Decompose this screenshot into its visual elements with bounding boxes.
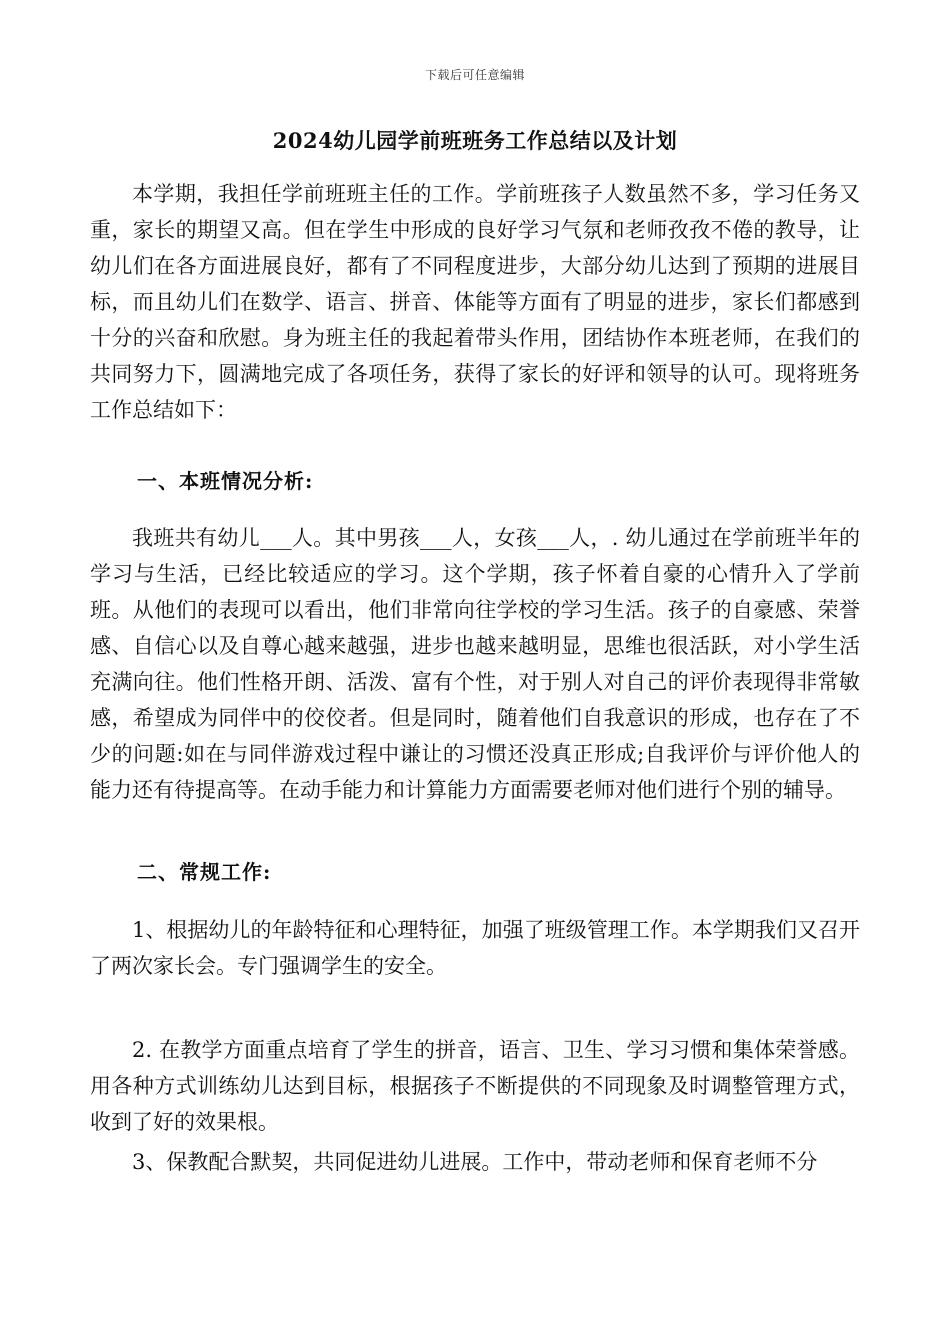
header-note: 下载后可任意编辑 (424, 68, 525, 82)
routine-item-1: 1、根据幼儿的年龄特征和心理特征，加强了班级管理工作。本学期我们又召开了两次家长会。专门强调学生的安全。 (90, 918, 860, 978)
intro-paragraph: 本学期，我担任学前班班主任的工作。学前班孩子人数虽然不多，学习任务又重，家长的期望又高。但在学生中形成的良好学习气氛和老师孜孜不倦的教导，让幼儿们在各方面进展良好，都有了不同程度进步，大部分幼儿达到了预期的进展目标，而且幼儿们在数学、语言、拼音、体能等方面有了明显的进步，家长们都感到十分的兴奋和欣慰。身为班主任的我起着带头作用，团结协作本班老师，在我们的共同努力下，圆满地完成了各项任务，获得了家长的好评和领导的认可。现将班务工作总结如下： (90, 182, 860, 422)
routine-item-3: 3、保教配合默契，共同促进幼儿进展。工作中，带动老师和保育老师不分 (132, 1150, 818, 1174)
section-heading-routine-work: 二、常规工作: (137, 860, 272, 884)
routine-item-2: 2. 在教学方面重点培育了学生的拼音，语言、卫生、学习习惯和集体荣誉感。用各种方式训练幼儿达到目标，根据孩子不断提供的不同现象及时调整管理方式，收到了好的效果根。 (90, 1038, 860, 1134)
class-analysis-paragraph: 我班共有幼儿___人。其中男孩___人，女孩___人，. 幼儿通过在学前班半年的学习与生活，已经比较适应的学习。这个学期，孩子怀着自豪的心情升入了学前班。从他们的表现可以看出，他们非常向往学校的学习生活。孩子的自豪感、荣誉感、自信心以及自尊心越来越强，进步也越来越明显，思维也很活跃，对小学生活充满向往。他们性格开朗、活泼、富有个性，对于别人对自己的评价表现得非常敏感，希望成为同伴中的佼佼者。但是同时，随着他们自我意识的形成，也存在了不少的问题:如在与同伴游戏过程中谦让的习惯还没真正形成;自我评价与评价他人的能力还有待提高等。在动手能力和计算能力方面需要老师对他们进行个别的辅导。 (90, 526, 860, 802)
document-title: 2024幼儿园学前班班务工作总结以及计划 (272, 128, 678, 153)
section-heading-class-analysis: 一、本班情况分析: (137, 469, 314, 493)
